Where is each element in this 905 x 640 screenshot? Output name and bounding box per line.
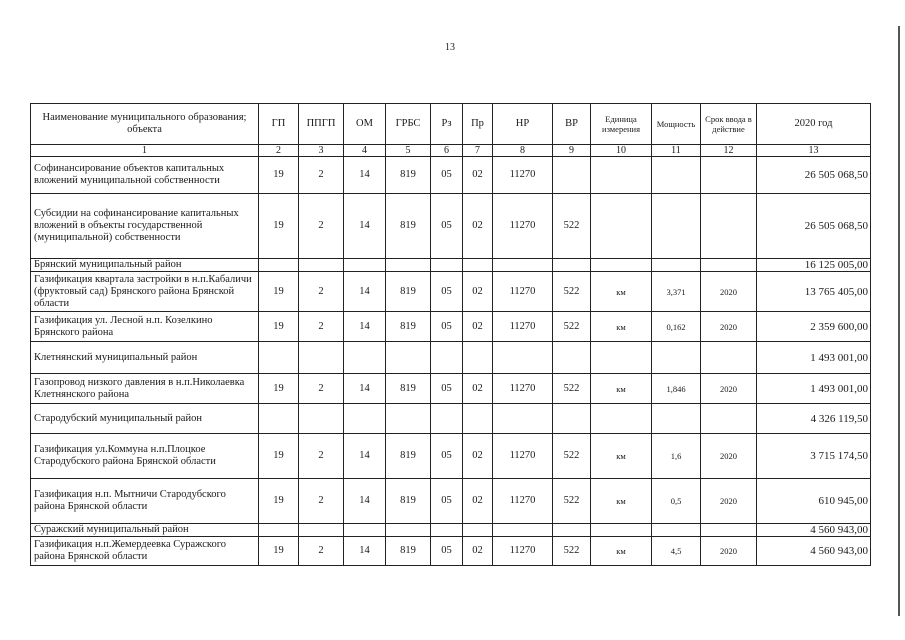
budget-table bbox=[30, 103, 871, 566]
header-cell: Срок ввода в действие bbox=[701, 104, 757, 145]
column-number-row bbox=[31, 145, 871, 157]
pr-cell: 02 bbox=[463, 272, 493, 312]
nr-cell bbox=[493, 404, 553, 434]
unit-cell: км bbox=[591, 479, 652, 524]
header-cell: ГП bbox=[259, 104, 299, 145]
amount-cell: 13 765 405,00 bbox=[757, 272, 871, 312]
nr-cell: 11270 bbox=[493, 312, 553, 342]
unit-cell: км bbox=[591, 537, 652, 566]
rz-cell: 05 bbox=[431, 479, 463, 524]
term-cell: 2020 bbox=[701, 537, 757, 566]
gp-cell bbox=[259, 404, 299, 434]
unit-cell bbox=[591, 404, 652, 434]
grbs-cell: 819 bbox=[386, 194, 431, 259]
nr-cell bbox=[493, 259, 553, 272]
om-cell: 14 bbox=[344, 157, 386, 194]
name-cell: Газопровод низкого давления в н.п.Николаевка Клетнянского района bbox=[31, 374, 259, 404]
term-cell: 2020 bbox=[701, 479, 757, 524]
amount-cell: 1 493 001,00 bbox=[757, 342, 871, 374]
amount-cell: 26 505 068,50 bbox=[757, 157, 871, 194]
pr-cell: 02 bbox=[463, 157, 493, 194]
amount-cell: 4 326 119,50 bbox=[757, 404, 871, 434]
pr-cell bbox=[463, 404, 493, 434]
ppgp-cell: 2 bbox=[299, 194, 344, 259]
ppgp-cell: 2 bbox=[299, 157, 344, 194]
grbs-cell bbox=[386, 404, 431, 434]
term-cell bbox=[701, 194, 757, 259]
amount-cell: 610 945,00 bbox=[757, 479, 871, 524]
om-cell bbox=[344, 524, 386, 537]
column-number: 1 bbox=[31, 145, 259, 157]
table-body bbox=[31, 157, 871, 566]
gp-cell bbox=[259, 342, 299, 374]
name-cell: Газификация ул. Лесной н.п. Козелкино Брянского района bbox=[31, 312, 259, 342]
grbs-cell: 819 bbox=[386, 374, 431, 404]
column-number: 9 bbox=[553, 145, 591, 157]
pr-cell: 02 bbox=[463, 194, 493, 259]
ppgp-cell bbox=[299, 259, 344, 272]
name-cell: Клетнянский муниципальный район bbox=[31, 342, 259, 374]
header-cell: Пр bbox=[463, 104, 493, 145]
om-cell: 14 bbox=[344, 272, 386, 312]
term-cell: 2020 bbox=[701, 272, 757, 312]
gp-cell: 19 bbox=[259, 194, 299, 259]
table-row bbox=[31, 342, 871, 374]
column-number: 4 bbox=[344, 145, 386, 157]
rz-cell: 05 bbox=[431, 272, 463, 312]
table-row bbox=[31, 272, 871, 312]
pr-cell bbox=[463, 259, 493, 272]
om-cell bbox=[344, 404, 386, 434]
pr-cell bbox=[463, 342, 493, 374]
ppgp-cell: 2 bbox=[299, 374, 344, 404]
header-cell: ППГП bbox=[299, 104, 344, 145]
grbs-cell: 819 bbox=[386, 479, 431, 524]
table-row bbox=[31, 434, 871, 479]
vr-cell: 522 bbox=[553, 374, 591, 404]
amount-cell: 3 715 174,50 bbox=[757, 434, 871, 479]
header-cell: Единица измерения bbox=[591, 104, 652, 145]
nr-cell: 11270 bbox=[493, 157, 553, 194]
column-number: 10 bbox=[591, 145, 652, 157]
power-cell: 0,162 bbox=[652, 312, 701, 342]
rz-cell: 05 bbox=[431, 537, 463, 566]
name-cell: Субсидии на софинансирование капитальных вложений в объекты государственной (муниципальной) собственности bbox=[31, 194, 259, 259]
power-cell: 0,5 bbox=[652, 479, 701, 524]
pr-cell: 02 bbox=[463, 434, 493, 479]
ppgp-cell: 2 bbox=[299, 537, 344, 566]
table-row bbox=[31, 312, 871, 342]
power-cell bbox=[652, 342, 701, 374]
vr-cell: 522 bbox=[553, 434, 591, 479]
gp-cell: 19 bbox=[259, 312, 299, 342]
nr-cell: 11270 bbox=[493, 434, 553, 479]
ppgp-cell: 2 bbox=[299, 272, 344, 312]
power-cell: 3,371 bbox=[652, 272, 701, 312]
column-number: 8 bbox=[493, 145, 553, 157]
term-cell bbox=[701, 342, 757, 374]
column-number: 12 bbox=[701, 145, 757, 157]
column-number: 6 bbox=[431, 145, 463, 157]
power-cell: 4,5 bbox=[652, 537, 701, 566]
header-row bbox=[31, 104, 871, 145]
power-cell bbox=[652, 157, 701, 194]
vr-cell: 522 bbox=[553, 272, 591, 312]
grbs-cell bbox=[386, 524, 431, 537]
table-row bbox=[31, 194, 871, 259]
gp-cell: 19 bbox=[259, 479, 299, 524]
grbs-cell bbox=[386, 259, 431, 272]
grbs-cell: 819 bbox=[386, 434, 431, 479]
column-number: 7 bbox=[463, 145, 493, 157]
pr-cell: 02 bbox=[463, 312, 493, 342]
power-cell bbox=[652, 194, 701, 259]
grbs-cell: 819 bbox=[386, 312, 431, 342]
term-cell bbox=[701, 404, 757, 434]
page-number: 13 bbox=[445, 42, 455, 53]
nr-cell: 11270 bbox=[493, 374, 553, 404]
unit-cell bbox=[591, 259, 652, 272]
rz-cell: 05 bbox=[431, 374, 463, 404]
unit-cell bbox=[591, 342, 652, 374]
amount-cell: 16 125 005,00 bbox=[757, 259, 871, 272]
ppgp-cell bbox=[299, 404, 344, 434]
table-row bbox=[31, 157, 871, 194]
rz-cell: 05 bbox=[431, 194, 463, 259]
amount-cell: 4 560 943,00 bbox=[757, 524, 871, 537]
rz-cell bbox=[431, 524, 463, 537]
gp-cell: 19 bbox=[259, 537, 299, 566]
ppgp-cell bbox=[299, 342, 344, 374]
table-row bbox=[31, 259, 871, 272]
term-cell bbox=[701, 157, 757, 194]
grbs-cell: 819 bbox=[386, 272, 431, 312]
name-cell: Брянский муниципальный район bbox=[31, 259, 259, 272]
name-cell: Газификация н.п.Жемердеевка Суражского района Брянской области bbox=[31, 537, 259, 566]
vr-cell bbox=[553, 259, 591, 272]
column-number: 11 bbox=[652, 145, 701, 157]
name-cell: Суражский муниципальный район bbox=[31, 524, 259, 537]
header-cell: НР bbox=[493, 104, 553, 145]
unit-cell: км bbox=[591, 272, 652, 312]
amount-cell: 2 359 600,00 bbox=[757, 312, 871, 342]
pr-cell bbox=[463, 524, 493, 537]
unit-cell: км bbox=[591, 374, 652, 404]
vr-cell bbox=[553, 404, 591, 434]
om-cell: 14 bbox=[344, 434, 386, 479]
pr-cell: 02 bbox=[463, 374, 493, 404]
rz-cell: 05 bbox=[431, 434, 463, 479]
column-number: 13 bbox=[757, 145, 871, 157]
name-cell: Газификация н.п. Мытничи Стародубского района Брянской области bbox=[31, 479, 259, 524]
rz-cell: 05 bbox=[431, 157, 463, 194]
vr-cell: 522 bbox=[553, 312, 591, 342]
om-cell bbox=[344, 259, 386, 272]
nr-cell: 11270 bbox=[493, 194, 553, 259]
scan-edge-line bbox=[898, 26, 900, 616]
amount-cell: 1 493 001,00 bbox=[757, 374, 871, 404]
grbs-cell bbox=[386, 342, 431, 374]
grbs-cell: 819 bbox=[386, 537, 431, 566]
vr-cell: 522 bbox=[553, 194, 591, 259]
om-cell: 14 bbox=[344, 312, 386, 342]
table-row bbox=[31, 524, 871, 537]
header-cell: ВР bbox=[553, 104, 591, 145]
table-row bbox=[31, 537, 871, 566]
ppgp-cell: 2 bbox=[299, 479, 344, 524]
term-cell: 2020 bbox=[701, 374, 757, 404]
power-cell: 1,846 bbox=[652, 374, 701, 404]
rz-cell bbox=[431, 259, 463, 272]
grbs-cell: 819 bbox=[386, 157, 431, 194]
header-cell: ГРБС bbox=[386, 104, 431, 145]
vr-cell bbox=[553, 157, 591, 194]
om-cell: 14 bbox=[344, 194, 386, 259]
nr-cell: 11270 bbox=[493, 537, 553, 566]
power-cell bbox=[652, 259, 701, 272]
gp-cell: 19 bbox=[259, 434, 299, 479]
gp-cell: 19 bbox=[259, 272, 299, 312]
table-row bbox=[31, 404, 871, 434]
ppgp-cell: 2 bbox=[299, 312, 344, 342]
vr-cell bbox=[553, 524, 591, 537]
nr-cell: 11270 bbox=[493, 479, 553, 524]
column-number: 2 bbox=[259, 145, 299, 157]
om-cell: 14 bbox=[344, 537, 386, 566]
term-cell bbox=[701, 524, 757, 537]
om-cell bbox=[344, 342, 386, 374]
power-cell bbox=[652, 404, 701, 434]
name-cell: Стародубский муниципальный район bbox=[31, 404, 259, 434]
amount-cell: 4 560 943,00 bbox=[757, 537, 871, 566]
table-row bbox=[31, 374, 871, 404]
power-cell: 1,6 bbox=[652, 434, 701, 479]
amount-cell: 26 505 068,50 bbox=[757, 194, 871, 259]
power-cell bbox=[652, 524, 701, 537]
name-cell: Газификация квартала застройки в н.п.Кабаличи (фруктовый сад) Брянского района Брянской области bbox=[31, 272, 259, 312]
nr-cell bbox=[493, 524, 553, 537]
header-cell: Мощность bbox=[652, 104, 701, 145]
name-cell: Газификация ул.Коммуна н.п.Плоцкое Стародубского района Брянской области bbox=[31, 434, 259, 479]
unit-cell bbox=[591, 157, 652, 194]
name-cell: Софинансирование объектов капитальных вложений муниципальной собственности bbox=[31, 157, 259, 194]
ppgp-cell bbox=[299, 524, 344, 537]
term-cell bbox=[701, 259, 757, 272]
om-cell: 14 bbox=[344, 374, 386, 404]
unit-cell: км bbox=[591, 434, 652, 479]
header-cell: ОМ bbox=[344, 104, 386, 145]
gp-cell bbox=[259, 259, 299, 272]
term-cell: 2020 bbox=[701, 312, 757, 342]
vr-cell bbox=[553, 342, 591, 374]
header-cell: Наименование муниципального образования; объекта bbox=[31, 104, 259, 145]
unit-cell: км bbox=[591, 312, 652, 342]
unit-cell bbox=[591, 524, 652, 537]
pr-cell: 02 bbox=[463, 537, 493, 566]
rz-cell bbox=[431, 404, 463, 434]
column-number: 3 bbox=[299, 145, 344, 157]
pr-cell: 02 bbox=[463, 479, 493, 524]
header-cell: 2020 год bbox=[757, 104, 871, 145]
nr-cell bbox=[493, 342, 553, 374]
table-row bbox=[31, 479, 871, 524]
rz-cell: 05 bbox=[431, 312, 463, 342]
column-number: 5 bbox=[386, 145, 431, 157]
unit-cell bbox=[591, 194, 652, 259]
vr-cell: 522 bbox=[553, 537, 591, 566]
ppgp-cell: 2 bbox=[299, 434, 344, 479]
gp-cell bbox=[259, 524, 299, 537]
rz-cell bbox=[431, 342, 463, 374]
om-cell: 14 bbox=[344, 479, 386, 524]
nr-cell: 11270 bbox=[493, 272, 553, 312]
header-cell: Рз bbox=[431, 104, 463, 145]
gp-cell: 19 bbox=[259, 157, 299, 194]
gp-cell: 19 bbox=[259, 374, 299, 404]
vr-cell: 522 bbox=[553, 479, 591, 524]
term-cell: 2020 bbox=[701, 434, 757, 479]
